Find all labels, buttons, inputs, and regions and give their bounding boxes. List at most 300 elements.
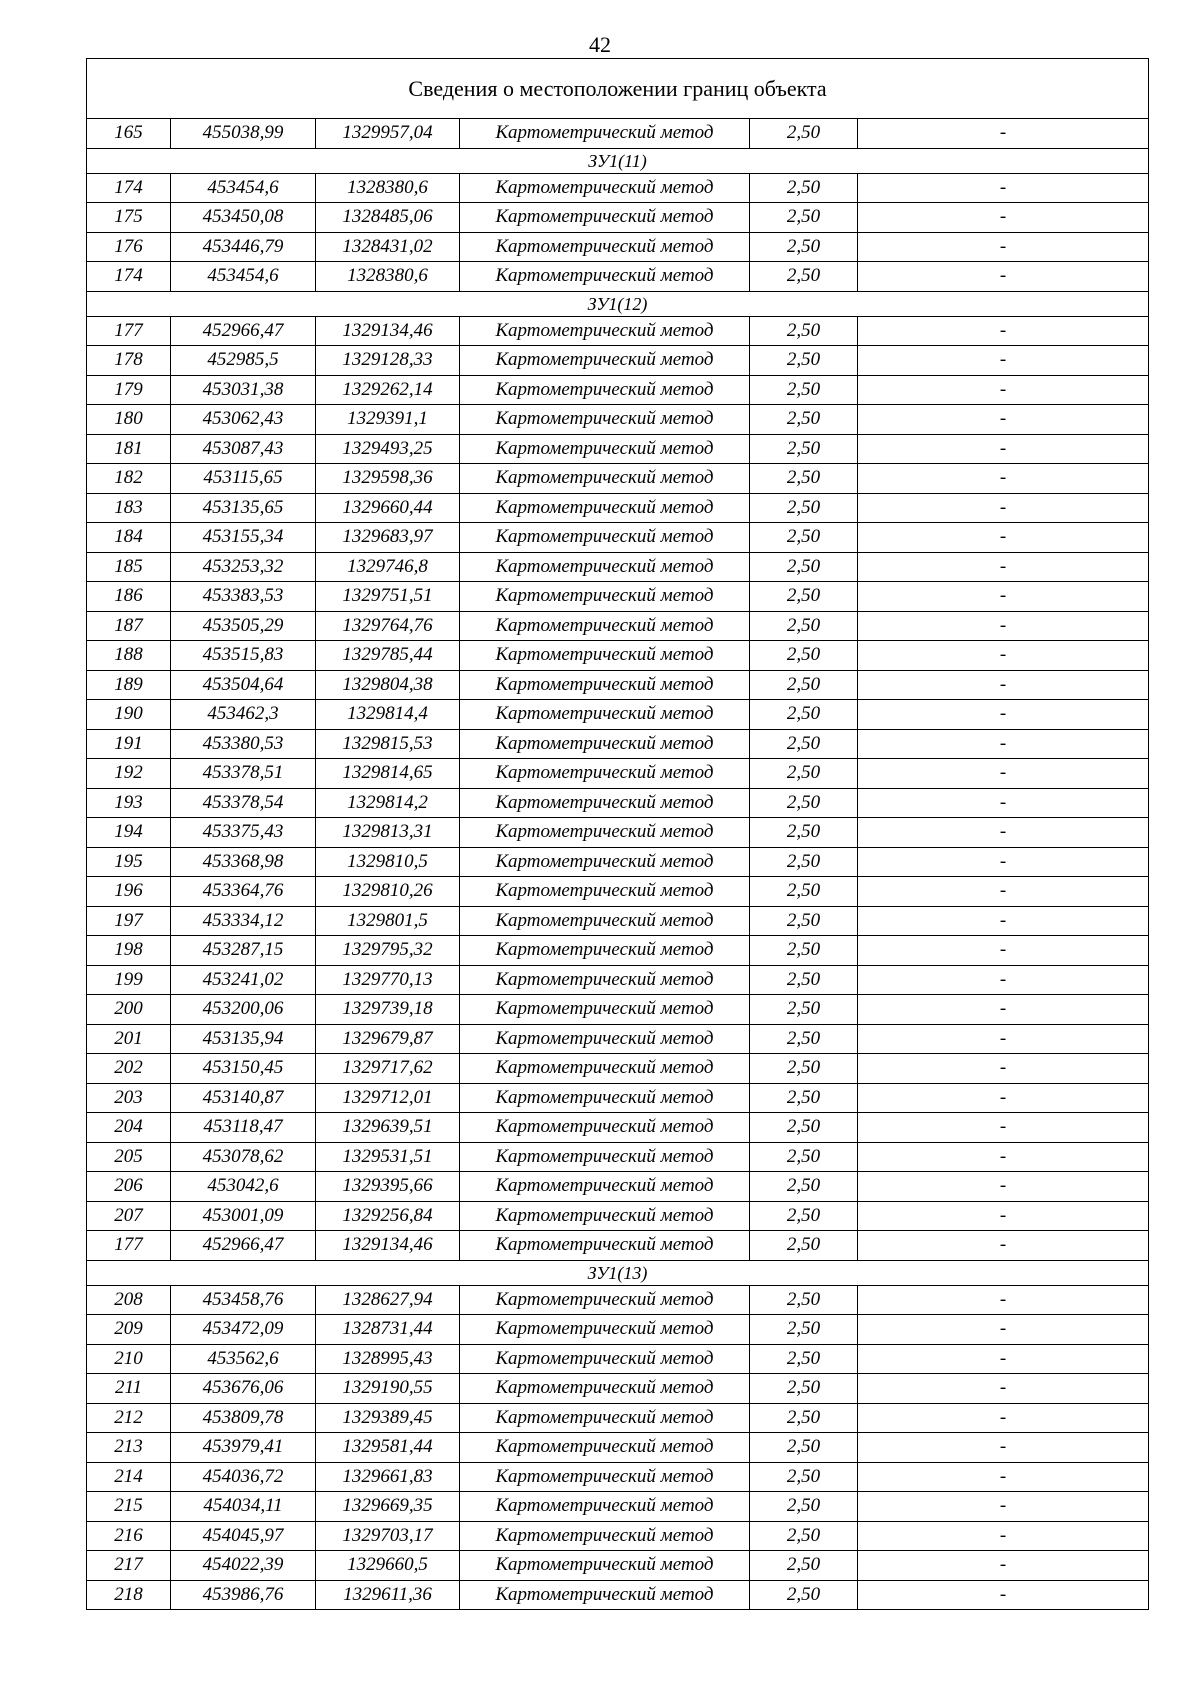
table-row bbox=[87, 1315, 1149, 1345]
table-row bbox=[87, 1201, 1149, 1231]
table-row bbox=[87, 818, 1149, 848]
accuracy-cell: 2,50 bbox=[750, 1462, 858, 1492]
accuracy-cell: 2,50 bbox=[750, 232, 858, 262]
x-coordinate-cell: 453505,29 bbox=[171, 611, 316, 641]
table-row bbox=[87, 203, 1149, 233]
table-row bbox=[87, 995, 1149, 1025]
x-coordinate-cell: 453287,15 bbox=[171, 936, 316, 966]
point-number-cell: 210 bbox=[87, 1344, 171, 1374]
table-row bbox=[87, 788, 1149, 818]
x-coordinate-cell: 453446,79 bbox=[171, 232, 316, 262]
accuracy-cell: 2,50 bbox=[750, 1201, 858, 1231]
method-cell: Картометрический метод bbox=[460, 375, 750, 405]
table-row bbox=[87, 611, 1149, 641]
method-cell: Картометрический метод bbox=[460, 1231, 750, 1261]
table-row bbox=[87, 700, 1149, 730]
method-cell: Картометрический метод bbox=[460, 1403, 750, 1433]
x-coordinate-cell: 454034,11 bbox=[171, 1492, 316, 1522]
table-row bbox=[87, 405, 1149, 435]
point-number-cell: 206 bbox=[87, 1172, 171, 1202]
method-cell: Картометрический метод bbox=[460, 173, 750, 203]
point-number-cell: 189 bbox=[87, 670, 171, 700]
section-row bbox=[87, 291, 1149, 316]
point-number-cell: 213 bbox=[87, 1433, 171, 1463]
description-cell: - bbox=[858, 1054, 1149, 1084]
x-coordinate-cell: 452966,47 bbox=[171, 1231, 316, 1261]
point-number-cell: 192 bbox=[87, 759, 171, 789]
point-number-cell: 174 bbox=[87, 173, 171, 203]
accuracy-cell: 2,50 bbox=[750, 641, 858, 671]
accuracy-cell: 2,50 bbox=[750, 262, 858, 292]
method-cell: Картометрический метод bbox=[460, 405, 750, 435]
table-row bbox=[87, 1492, 1149, 1522]
x-coordinate-cell: 453062,43 bbox=[171, 405, 316, 435]
y-coordinate-cell: 1329703,17 bbox=[316, 1521, 460, 1551]
method-cell: Картометрический метод bbox=[460, 262, 750, 292]
point-number-cell: 176 bbox=[87, 232, 171, 262]
point-number-cell: 191 bbox=[87, 729, 171, 759]
y-coordinate-cell: 1329581,44 bbox=[316, 1433, 460, 1463]
x-coordinate-cell: 453562,6 bbox=[171, 1344, 316, 1374]
accuracy-cell: 2,50 bbox=[750, 203, 858, 233]
description-cell: - bbox=[858, 670, 1149, 700]
accuracy-cell: 2,50 bbox=[750, 1492, 858, 1522]
method-cell: Картометрический метод bbox=[460, 641, 750, 671]
method-cell: Картометрический метод bbox=[460, 611, 750, 641]
description-cell: - bbox=[858, 611, 1149, 641]
table-row bbox=[87, 1580, 1149, 1610]
accuracy-cell: 2,50 bbox=[750, 1403, 858, 1433]
accuracy-cell: 2,50 bbox=[750, 1054, 858, 1084]
accuracy-cell: 2,50 bbox=[750, 1024, 858, 1054]
point-number-cell: 188 bbox=[87, 641, 171, 671]
y-coordinate-cell: 1329957,04 bbox=[316, 119, 460, 149]
description-cell: - bbox=[858, 936, 1149, 966]
method-cell: Картометрический метод bbox=[460, 847, 750, 877]
y-coordinate-cell: 1329660,5 bbox=[316, 1551, 460, 1581]
method-cell: Картометрический метод bbox=[460, 1580, 750, 1610]
x-coordinate-cell: 453809,78 bbox=[171, 1403, 316, 1433]
y-coordinate-cell: 1329389,45 bbox=[316, 1403, 460, 1433]
description-cell: - bbox=[858, 1551, 1149, 1581]
point-number-cell: 201 bbox=[87, 1024, 171, 1054]
method-cell: Картометрический метод bbox=[460, 523, 750, 553]
description-cell: - bbox=[858, 375, 1149, 405]
method-cell: Картометрический метод bbox=[460, 316, 750, 346]
y-coordinate-cell: 1329764,76 bbox=[316, 611, 460, 641]
y-coordinate-cell: 1329813,31 bbox=[316, 818, 460, 848]
point-number-cell: 198 bbox=[87, 936, 171, 966]
table-row bbox=[87, 1113, 1149, 1143]
table-row bbox=[87, 582, 1149, 612]
x-coordinate-cell: 453979,41 bbox=[171, 1433, 316, 1463]
method-cell: Картометрический метод bbox=[460, 552, 750, 582]
method-cell: Картометрический метод bbox=[460, 1492, 750, 1522]
description-cell: - bbox=[858, 582, 1149, 612]
x-coordinate-cell: 453515,83 bbox=[171, 641, 316, 671]
description-cell: - bbox=[858, 641, 1149, 671]
y-coordinate-cell: 1329814,65 bbox=[316, 759, 460, 789]
description-cell: - bbox=[858, 995, 1149, 1025]
x-coordinate-cell: 453504,64 bbox=[171, 670, 316, 700]
point-number-cell: 165 bbox=[87, 119, 171, 149]
accuracy-cell: 2,50 bbox=[750, 464, 858, 494]
y-coordinate-cell: 1329815,53 bbox=[316, 729, 460, 759]
table-row bbox=[87, 523, 1149, 553]
y-coordinate-cell: 1329717,62 bbox=[316, 1054, 460, 1084]
point-number-cell: 215 bbox=[87, 1492, 171, 1522]
description-cell: - bbox=[858, 877, 1149, 907]
table-row bbox=[87, 906, 1149, 936]
table-row bbox=[87, 434, 1149, 464]
x-coordinate-cell: 453454,6 bbox=[171, 173, 316, 203]
table-row bbox=[87, 759, 1149, 789]
accuracy-cell: 2,50 bbox=[750, 493, 858, 523]
x-coordinate-cell: 453078,62 bbox=[171, 1142, 316, 1172]
description-cell: - bbox=[858, 1344, 1149, 1374]
point-number-cell: 183 bbox=[87, 493, 171, 523]
x-coordinate-cell: 453458,76 bbox=[171, 1285, 316, 1315]
point-number-cell: 179 bbox=[87, 375, 171, 405]
accuracy-cell: 2,50 bbox=[750, 877, 858, 907]
description-cell: - bbox=[858, 1201, 1149, 1231]
accuracy-cell: 2,50 bbox=[750, 1113, 858, 1143]
table-row bbox=[87, 1462, 1149, 1492]
point-number-cell: 200 bbox=[87, 995, 171, 1025]
x-coordinate-cell: 454036,72 bbox=[171, 1462, 316, 1492]
table-body bbox=[87, 59, 1149, 1610]
x-coordinate-cell: 453383,53 bbox=[171, 582, 316, 612]
accuracy-cell: 2,50 bbox=[750, 1433, 858, 1463]
point-number-cell: 175 bbox=[87, 203, 171, 233]
x-coordinate-cell: 453454,6 bbox=[171, 262, 316, 292]
point-number-cell: 197 bbox=[87, 906, 171, 936]
method-cell: Картометрический метод bbox=[460, 1344, 750, 1374]
table-row bbox=[87, 1172, 1149, 1202]
method-cell: Картометрический метод bbox=[460, 1462, 750, 1492]
accuracy-cell: 2,50 bbox=[750, 1142, 858, 1172]
description-cell: - bbox=[858, 346, 1149, 376]
x-coordinate-cell: 453042,6 bbox=[171, 1172, 316, 1202]
point-number-cell: 187 bbox=[87, 611, 171, 641]
table-row bbox=[87, 1083, 1149, 1113]
y-coordinate-cell: 1329746,8 bbox=[316, 552, 460, 582]
point-number-cell: 208 bbox=[87, 1285, 171, 1315]
table-row bbox=[87, 936, 1149, 966]
description-cell: - bbox=[858, 1580, 1149, 1610]
y-coordinate-cell: 1329739,18 bbox=[316, 995, 460, 1025]
table-row bbox=[87, 1551, 1149, 1581]
table-row bbox=[87, 173, 1149, 203]
accuracy-cell: 2,50 bbox=[750, 1231, 858, 1261]
x-coordinate-cell: 453115,65 bbox=[171, 464, 316, 494]
accuracy-cell: 2,50 bbox=[750, 611, 858, 641]
method-cell: Картометрический метод bbox=[460, 346, 750, 376]
table-row bbox=[87, 877, 1149, 907]
description-cell: - bbox=[858, 552, 1149, 582]
x-coordinate-cell: 453135,94 bbox=[171, 1024, 316, 1054]
x-coordinate-cell: 453118,47 bbox=[171, 1113, 316, 1143]
point-number-cell: 203 bbox=[87, 1083, 171, 1113]
y-coordinate-cell: 1329134,46 bbox=[316, 1231, 460, 1261]
point-number-cell: 218 bbox=[87, 1580, 171, 1610]
x-coordinate-cell: 452966,47 bbox=[171, 316, 316, 346]
accuracy-cell: 2,50 bbox=[750, 1521, 858, 1551]
y-coordinate-cell: 1329669,35 bbox=[316, 1492, 460, 1522]
accuracy-cell: 2,50 bbox=[750, 906, 858, 936]
point-number-cell: 202 bbox=[87, 1054, 171, 1084]
description-cell: - bbox=[858, 906, 1149, 936]
table-row bbox=[87, 965, 1149, 995]
accuracy-cell: 2,50 bbox=[750, 316, 858, 346]
description-cell: - bbox=[858, 173, 1149, 203]
x-coordinate-cell: 453378,51 bbox=[171, 759, 316, 789]
method-cell: Картометрический метод bbox=[460, 877, 750, 907]
method-cell: Картометрический метод bbox=[460, 1551, 750, 1581]
method-cell: Картометрический метод bbox=[460, 582, 750, 612]
table-row bbox=[87, 1433, 1149, 1463]
description-cell: - bbox=[858, 1172, 1149, 1202]
x-coordinate-cell: 453140,87 bbox=[171, 1083, 316, 1113]
page-number: 42 bbox=[589, 32, 611, 57]
accuracy-cell: 2,50 bbox=[750, 173, 858, 203]
table-row bbox=[87, 493, 1149, 523]
method-cell: Картометрический метод bbox=[460, 759, 750, 789]
method-cell: Картометрический метод bbox=[460, 936, 750, 966]
y-coordinate-cell: 1329810,5 bbox=[316, 847, 460, 877]
y-coordinate-cell: 1329190,55 bbox=[316, 1374, 460, 1404]
y-coordinate-cell: 1328995,43 bbox=[316, 1344, 460, 1374]
table-row bbox=[87, 552, 1149, 582]
y-coordinate-cell: 1329801,5 bbox=[316, 906, 460, 936]
method-cell: Картометрический метод bbox=[460, 493, 750, 523]
x-coordinate-cell: 453150,45 bbox=[171, 1054, 316, 1084]
x-coordinate-cell: 454045,97 bbox=[171, 1521, 316, 1551]
accuracy-cell: 2,50 bbox=[750, 1315, 858, 1345]
x-coordinate-cell: 452985,5 bbox=[171, 346, 316, 376]
description-cell: - bbox=[858, 1315, 1149, 1345]
y-coordinate-cell: 1329639,51 bbox=[316, 1113, 460, 1143]
method-cell: Картометрический метод bbox=[460, 1433, 750, 1463]
y-coordinate-cell: 1329785,44 bbox=[316, 641, 460, 671]
method-cell: Картометрический метод bbox=[460, 119, 750, 149]
x-coordinate-cell: 453364,76 bbox=[171, 877, 316, 907]
accuracy-cell: 2,50 bbox=[750, 405, 858, 435]
x-coordinate-cell: 453001,09 bbox=[171, 1201, 316, 1231]
accuracy-cell: 2,50 bbox=[750, 1172, 858, 1202]
x-coordinate-cell: 453200,06 bbox=[171, 995, 316, 1025]
table-row bbox=[87, 1024, 1149, 1054]
accuracy-cell: 2,50 bbox=[750, 936, 858, 966]
section-row bbox=[87, 148, 1149, 173]
x-coordinate-cell: 453380,53 bbox=[171, 729, 316, 759]
y-coordinate-cell: 1329134,46 bbox=[316, 316, 460, 346]
section-row bbox=[87, 1260, 1149, 1285]
accuracy-cell: 2,50 bbox=[750, 1285, 858, 1315]
x-coordinate-cell: 453450,08 bbox=[171, 203, 316, 233]
method-cell: Картометрический метод bbox=[460, 1113, 750, 1143]
description-cell: - bbox=[858, 1403, 1149, 1433]
point-number-cell: 194 bbox=[87, 818, 171, 848]
table-row bbox=[87, 1231, 1149, 1261]
table-row bbox=[87, 232, 1149, 262]
accuracy-cell: 2,50 bbox=[750, 434, 858, 464]
table-row bbox=[87, 1344, 1149, 1374]
x-coordinate-cell: 453368,98 bbox=[171, 847, 316, 877]
method-cell: Картометрический метод bbox=[460, 700, 750, 730]
description-cell: - bbox=[858, 759, 1149, 789]
table-row bbox=[87, 464, 1149, 494]
description-cell: - bbox=[858, 818, 1149, 848]
y-coordinate-cell: 1328431,02 bbox=[316, 232, 460, 262]
point-number-cell: 207 bbox=[87, 1201, 171, 1231]
accuracy-cell: 2,50 bbox=[750, 1344, 858, 1374]
point-number-cell: 212 bbox=[87, 1403, 171, 1433]
accuracy-cell: 2,50 bbox=[750, 1374, 858, 1404]
point-number-cell: 204 bbox=[87, 1113, 171, 1143]
y-coordinate-cell: 1328627,94 bbox=[316, 1285, 460, 1315]
accuracy-cell: 2,50 bbox=[750, 1083, 858, 1113]
x-coordinate-cell: 455038,99 bbox=[171, 119, 316, 149]
description-cell: - bbox=[858, 232, 1149, 262]
description-cell: - bbox=[858, 1462, 1149, 1492]
point-number-cell: 199 bbox=[87, 965, 171, 995]
method-cell: Картометрический метод bbox=[460, 203, 750, 233]
accuracy-cell: 2,50 bbox=[750, 1580, 858, 1610]
y-coordinate-cell: 1329611,36 bbox=[316, 1580, 460, 1610]
y-coordinate-cell: 1329810,26 bbox=[316, 877, 460, 907]
x-coordinate-cell: 453375,43 bbox=[171, 818, 316, 848]
y-coordinate-cell: 1328485,06 bbox=[316, 203, 460, 233]
description-cell: - bbox=[858, 1231, 1149, 1261]
y-coordinate-cell: 1329531,51 bbox=[316, 1142, 460, 1172]
x-coordinate-cell: 453241,02 bbox=[171, 965, 316, 995]
y-coordinate-cell: 1329262,14 bbox=[316, 375, 460, 405]
y-coordinate-cell: 1329751,51 bbox=[316, 582, 460, 612]
accuracy-cell: 2,50 bbox=[750, 965, 858, 995]
table-row bbox=[87, 729, 1149, 759]
description-cell: - bbox=[858, 464, 1149, 494]
description-cell: - bbox=[858, 729, 1149, 759]
point-number-cell: 181 bbox=[87, 434, 171, 464]
point-number-cell: 216 bbox=[87, 1521, 171, 1551]
accuracy-cell: 2,50 bbox=[750, 1551, 858, 1581]
table-row bbox=[87, 1054, 1149, 1084]
method-cell: Картометрический метод bbox=[460, 464, 750, 494]
method-cell: Картометрический метод bbox=[460, 232, 750, 262]
x-coordinate-cell: 453378,54 bbox=[171, 788, 316, 818]
y-coordinate-cell: 1329814,2 bbox=[316, 788, 460, 818]
method-cell: Картометрический метод bbox=[460, 729, 750, 759]
method-cell: Картометрический метод bbox=[460, 906, 750, 936]
table-row bbox=[87, 1142, 1149, 1172]
method-cell: Картометрический метод bbox=[460, 1142, 750, 1172]
description-cell: - bbox=[858, 262, 1149, 292]
table-row bbox=[87, 1285, 1149, 1315]
accuracy-cell: 2,50 bbox=[750, 119, 858, 149]
method-cell: Картометрический метод bbox=[460, 1054, 750, 1084]
description-cell: - bbox=[858, 1492, 1149, 1522]
y-coordinate-cell: 1329256,84 bbox=[316, 1201, 460, 1231]
accuracy-cell: 2,50 bbox=[750, 523, 858, 553]
description-cell: - bbox=[858, 119, 1149, 149]
table-row bbox=[87, 375, 1149, 405]
point-number-cell: 217 bbox=[87, 1551, 171, 1581]
description-cell: - bbox=[858, 1113, 1149, 1143]
accuracy-cell: 2,50 bbox=[750, 788, 858, 818]
point-number-cell: 174 bbox=[87, 262, 171, 292]
table-row bbox=[87, 1403, 1149, 1433]
description-cell: - bbox=[858, 1142, 1149, 1172]
x-coordinate-cell: 453986,76 bbox=[171, 1580, 316, 1610]
point-number-cell: 209 bbox=[87, 1315, 171, 1345]
y-coordinate-cell: 1329679,87 bbox=[316, 1024, 460, 1054]
description-cell: - bbox=[858, 788, 1149, 818]
point-number-cell: 177 bbox=[87, 1231, 171, 1261]
accuracy-cell: 2,50 bbox=[750, 729, 858, 759]
method-cell: Картометрический метод bbox=[460, 1172, 750, 1202]
accuracy-cell: 2,50 bbox=[750, 847, 858, 877]
x-coordinate-cell: 453334,12 bbox=[171, 906, 316, 936]
point-number-cell: 193 bbox=[87, 788, 171, 818]
y-coordinate-cell: 1329598,36 bbox=[316, 464, 460, 494]
accuracy-cell: 2,50 bbox=[750, 552, 858, 582]
point-number-cell: 186 bbox=[87, 582, 171, 612]
description-cell: - bbox=[858, 847, 1149, 877]
x-coordinate-cell: 453155,34 bbox=[171, 523, 316, 553]
y-coordinate-cell: 1329391,1 bbox=[316, 405, 460, 435]
x-coordinate-cell: 453462,3 bbox=[171, 700, 316, 730]
y-coordinate-cell: 1329395,66 bbox=[316, 1172, 460, 1202]
description-cell: - bbox=[858, 1024, 1149, 1054]
method-cell: Картометрический метод bbox=[460, 434, 750, 464]
description-cell: - bbox=[858, 700, 1149, 730]
method-cell: Картометрический метод bbox=[460, 818, 750, 848]
point-number-cell: 196 bbox=[87, 877, 171, 907]
y-coordinate-cell: 1329770,13 bbox=[316, 965, 460, 995]
table-row bbox=[87, 119, 1149, 149]
point-number-cell: 205 bbox=[87, 1142, 171, 1172]
description-cell: - bbox=[858, 1285, 1149, 1315]
table-row bbox=[87, 316, 1149, 346]
y-coordinate-cell: 1329128,33 bbox=[316, 346, 460, 376]
accuracy-cell: 2,50 bbox=[750, 995, 858, 1025]
y-coordinate-cell: 1329712,01 bbox=[316, 1083, 460, 1113]
point-number-cell: 180 bbox=[87, 405, 171, 435]
accuracy-cell: 2,50 bbox=[750, 818, 858, 848]
accuracy-cell: 2,50 bbox=[750, 346, 858, 376]
x-coordinate-cell: 453135,65 bbox=[171, 493, 316, 523]
method-cell: Картометрический метод bbox=[460, 1521, 750, 1551]
x-coordinate-cell: 453472,09 bbox=[171, 1315, 316, 1345]
point-number-cell: 190 bbox=[87, 700, 171, 730]
point-number-cell: 178 bbox=[87, 346, 171, 376]
description-cell: - bbox=[858, 203, 1149, 233]
x-coordinate-cell: 453031,38 bbox=[171, 375, 316, 405]
description-cell: - bbox=[858, 405, 1149, 435]
description-cell: - bbox=[858, 316, 1149, 346]
accuracy-cell: 2,50 bbox=[750, 375, 858, 405]
y-coordinate-cell: 1328380,6 bbox=[316, 173, 460, 203]
table-row bbox=[87, 670, 1149, 700]
section-label: ЗУ1(12) bbox=[87, 291, 1149, 316]
description-cell: - bbox=[858, 965, 1149, 995]
description-cell: - bbox=[858, 1521, 1149, 1551]
method-cell: Картометрический метод bbox=[460, 1374, 750, 1404]
y-coordinate-cell: 1329683,97 bbox=[316, 523, 460, 553]
y-coordinate-cell: 1329814,4 bbox=[316, 700, 460, 730]
table-row bbox=[87, 641, 1149, 671]
